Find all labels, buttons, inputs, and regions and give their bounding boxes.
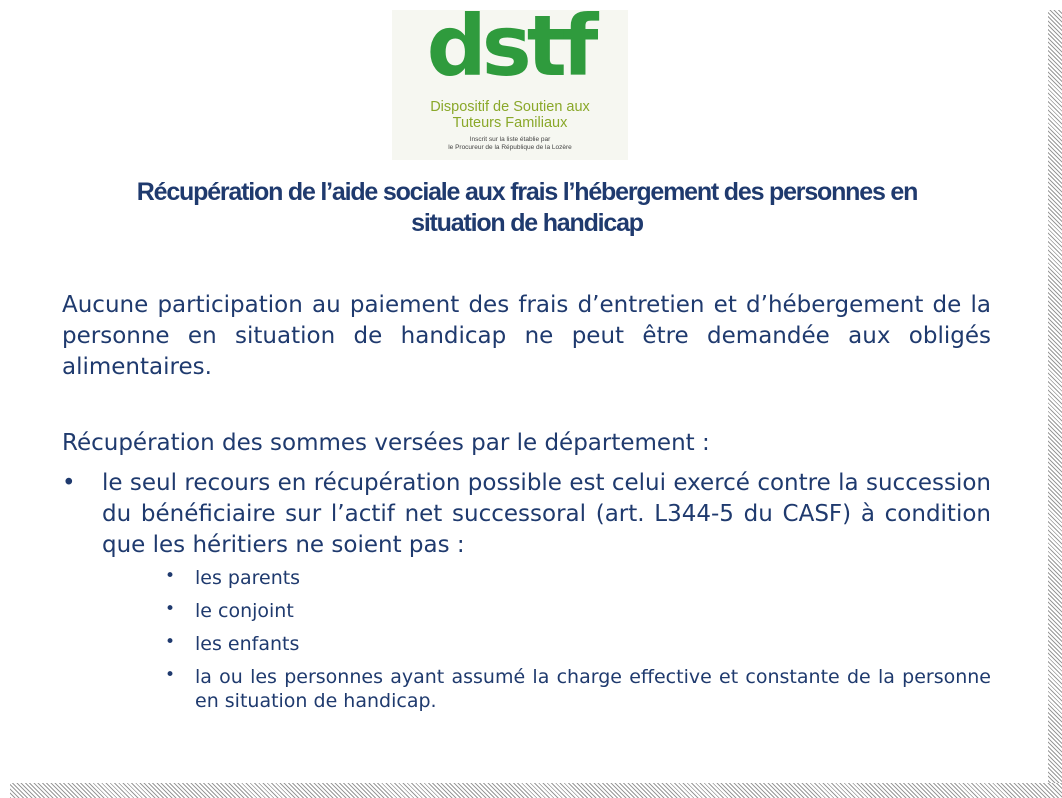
- page-shadow-bottom: [10, 783, 1062, 798]
- sub-bullet-dot: •: [165, 665, 176, 685]
- list-item: [165, 665, 991, 713]
- logo-tagline-line1: Dispositif de Soutien aux: [430, 99, 590, 115]
- logo-tagline: [392, 99, 628, 131]
- list-item-text: les parents: [195, 567, 301, 589]
- logo-fine-line1: Inscrit sur la liste établie par: [469, 136, 551, 143]
- slide-title-line1: Récupération de l’aide sociale aux frais l’hébergement des personnes en: [136, 178, 918, 206]
- slide-title: [60, 177, 994, 239]
- main-bullet: [62, 468, 991, 561]
- main-bullet-text: le seul recours en récupération possible est celui exercé contre la succession du bénéficiaire sur l’actif net successoral (art. L344-5 du CASF) à condition que les héritiers ne soient pas :: [102, 470, 991, 558]
- sub-bullet-dot: •: [165, 632, 176, 652]
- logo-tagline-line2: Tuteurs Familiaux: [452, 115, 568, 131]
- intro-paragraph: Aucune participation au paiement des frais d’entretien et d’hébergement de la personne en situation de handicap ne peut être demandée aux obligés alimentaires.: [62, 292, 991, 380]
- list-item: [165, 599, 991, 623]
- list-item: [165, 566, 991, 590]
- heirs-list: [165, 566, 991, 722]
- logo-fine-line2: le Procureur de la République de la Lozère: [448, 143, 572, 151]
- slide-title-line2: situation de handicap: [411, 209, 643, 237]
- logo-fine-print: [392, 136, 628, 151]
- bullet-dot: •: [62, 470, 76, 496]
- sub-bullet-dot: •: [165, 566, 176, 586]
- list-item: [165, 632, 991, 656]
- list-item-text: les enfants: [195, 633, 300, 655]
- sub-bullet-dot: •: [165, 599, 176, 619]
- list-item-text: la ou les personnes ayant assumé la charge effective et constante de la personne en situation de handicap.: [195, 666, 991, 712]
- dstf-logo: [392, 0, 628, 160]
- section-heading: Récupération des sommes versées par le département :: [62, 430, 710, 456]
- page-shadow-right: [1048, 10, 1062, 798]
- logo-wordmark: dstf: [426, 0, 594, 95]
- list-item-text: le conjoint: [195, 600, 294, 622]
